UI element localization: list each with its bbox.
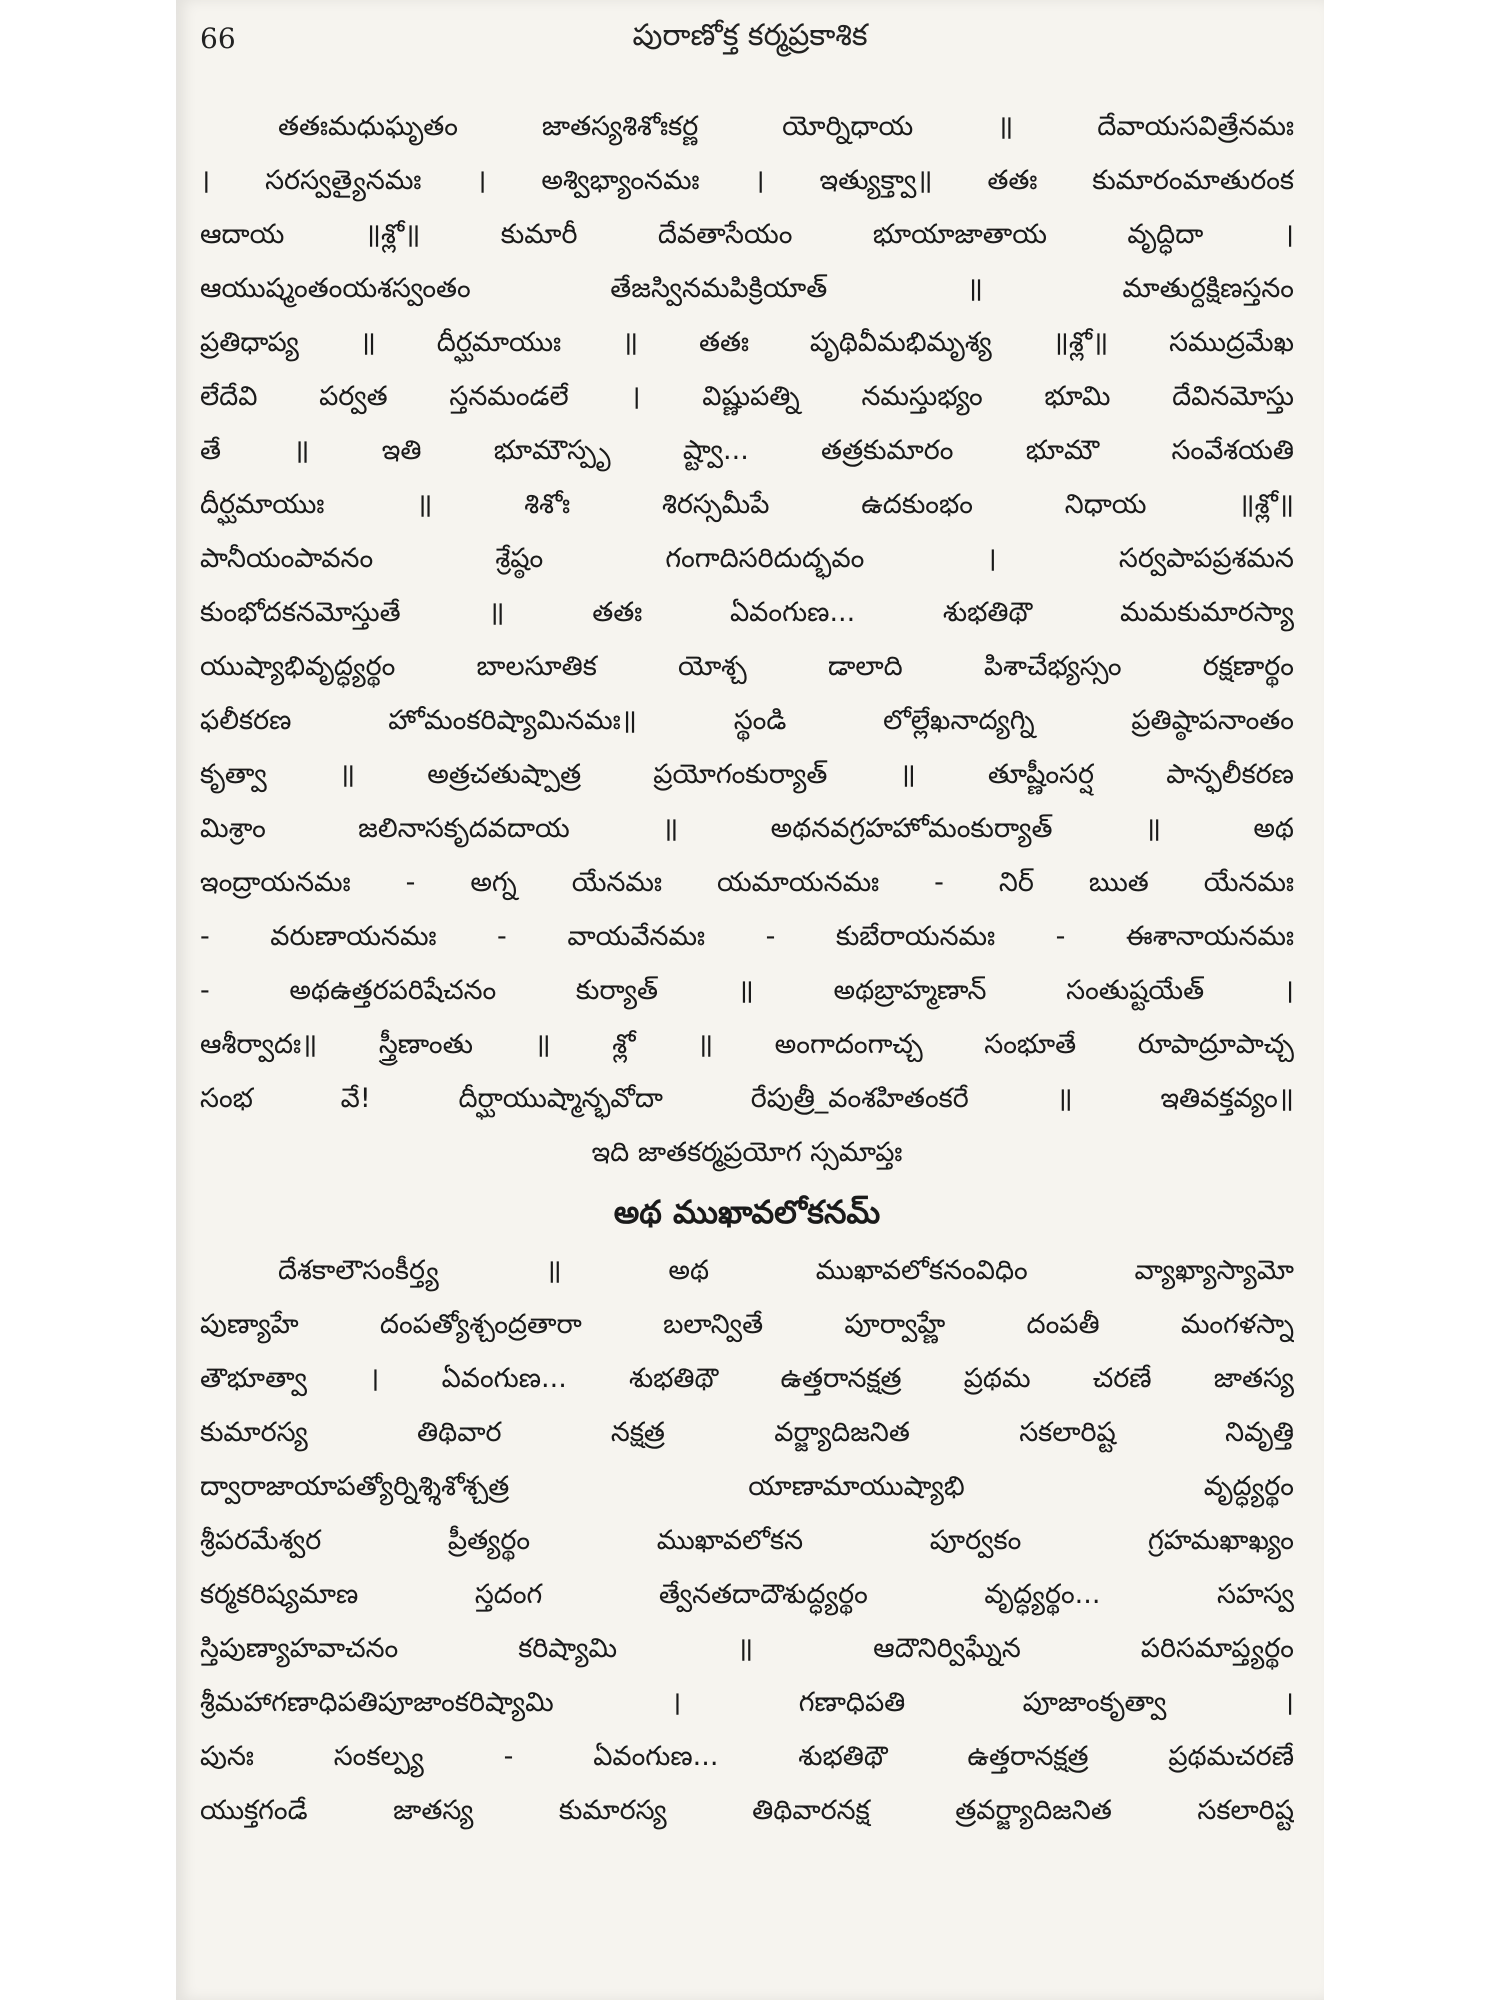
text-line: పుణ్యాహే దంపత్యోశ్చంద్రతారా బలాన్వితే పూర్వాహ్ణే దంపతీ మంగళస్నా (200, 1309, 1294, 1340)
text-line: పునః సంకల్ప్య - ఏవంగుణ... శుభతిథౌ ఉత్తరానక్షత్ర ప్రథమచరణే (200, 1741, 1294, 1772)
text-line: కృత్వా ॥ అత్రచతుష్పాత్ర ప్రయోగంకుర్యాత్ ॥ తూష్ణీంసర్ష పాన్ఫలీకరణ (200, 759, 1294, 790)
text-line: । సరస్వత్యైనమః । అశ్విభ్యాంనమః । ఇత్యుక్త్వా॥ తతః కుమారంమాతురంక (200, 165, 1294, 196)
text-line: సంభ వే! దీర్ఘాయుష్మాన్భవోదా రేపుత్రీ_వంశహితంకరే ॥ ఇతివక్తవ్యం॥ (200, 1083, 1294, 1114)
text-line: మిశ్రాం జలినాసకృదవదాయ ॥ అథనవగ్రహహోమంకుర్యాత్ ॥ అథ (200, 813, 1294, 844)
text-line: కర్మకరిష్యమాణ స్తదంగ త్వేనతదాదౌశుద్ధ్యర్థం వృద్ధ్యర్థం... సహస్వ (200, 1579, 1294, 1610)
text-line: యుక్తగండే జాతస్య కుమారస్య తిథివారనక్ష త్రవర్జ్యాదిజనిత సకలారిష్ట (200, 1795, 1294, 1826)
text-line: యుష్యాభివృద్ధ్యర్థం బాలసూతిక యోశ్చ డాలాది పిశాచేభ్యస్సం రక్షణార్థం (200, 651, 1294, 682)
text-line: దేశకాలౌసంకీర్త్య ॥ అథ ముఖావలోకనంవిధిం వ్యాఖ్యాస్యామో (278, 1255, 1294, 1286)
text-line: ఆదాయ ॥శ్లో॥ కుమారీ దేవతాసేయం భూయాజాతాయ వృద్ధిదా । (200, 219, 1294, 250)
book-page (176, 0, 1324, 2000)
text-line: ప్రతిధాప్య ॥ దీర్ఘమాయుః ॥ తతః పృథివీమభిమృశ్య ॥శ్లో॥ సముద్రమేఖ (200, 327, 1294, 358)
text-line: తౌభూత్వా । ఏవంగుణ... శుభతిథౌ ఉత్తరానక్షత్ర ప్రథమ చరణే జాతస్య (200, 1363, 1294, 1394)
text-line: ఆయుష్మంతంయశస్వంతం తేజస్వినమపిక్రియాత్ ॥ మాతుర్దక్షిణస్తనం (200, 273, 1294, 304)
text-line: దీర్ఘమాయుః ॥ శిశోః శిరస్సమీపే ఉదకుంభం నిధాయ ॥శ్లో॥ (200, 489, 1294, 520)
text-line: లేదేవి పర్వత స్తనమండలే । విష్ణుపత్ని నమస్తుభ్యం భూమి దేవినమోస్తు (200, 381, 1294, 412)
text-line: ఫలీకరణ హోమంకరిష్యామినమః॥ స్థండి లోల్లేఖనాద్యగ్ని ప్రతిష్ఠాపనాంతం (200, 705, 1294, 736)
running-title: పురాణోక్త కర్మప్రకాశిక (632, 18, 868, 53)
text-line: శ్రీపరమేశ్వర ప్రీత్యర్థం ముఖావలోకన పూర్వకం గ్రహమఖాఖ్యం (200, 1525, 1294, 1556)
text-line: పానీయంపావనం శ్రేష్ఠం గంగాదిసరిదుద్భవం । సర్వపాపప్రశమన (200, 543, 1294, 574)
paragraph-jatakarma (200, 100, 1294, 1126)
text-line: కుమారస్య తిథివార నక్షత్ర వర్జ్యాదిజనిత సకలారిష్ట నివృత్తి (200, 1417, 1294, 1448)
text-line: - వరుణాయనమః - వాయవేనమః - కుబేరాయనమః - ఈశానాయనమః (200, 921, 1294, 952)
text-line: ఆశీర్వాదః॥ స్త్రీణాంతు ॥ శ్లో ॥ అంగాదంగాచ్చ సంభూతే రూపాద్రూపాచ్చ (200, 1029, 1294, 1060)
text-line: స్తిపుణ్యాహవాచనం కరిష్యామి ॥ ఆదౌనిర్విఘ్నేన పరిసమాప్త్యర్థం (200, 1633, 1294, 1664)
text-line: ద్వారాజాయాపత్యోర్నిశ్శిశోశ్చత్ర యాణామాయుష్యాభి వృద్ధ్యర్థం (200, 1471, 1294, 1502)
text-line: ఇంద్రాయనమః - అగ్న యేనమః యమాయనమః - నిర్ ఋత యేనమః (200, 867, 1294, 898)
page-number: 66 (200, 22, 236, 55)
colophon: ఇది జాతకర్మప్రయోగ స్సమాప్తః (591, 1137, 903, 1168)
text-line: తే ॥ ఇతి భూమౌస్పృ ష్ట్వా... తత్రకుమారం భూమౌ సంవేశయతి (200, 435, 1294, 466)
page-body (200, 100, 1294, 1838)
page-header (200, 18, 1300, 68)
text-line: శ్రీమహాగణాధిపతిపూజాంకరిష్యామి । గణాధిపతి పూజాంకృత్వా । (200, 1687, 1294, 1718)
section-heading: అథ ముఖావలోకనమ్ (613, 1193, 881, 1231)
text-line: - అథఉత్తరపరిషేచనం కుర్యాత్ ॥ అథబ్రాహ్మణాన్ సంతుష్టయేత్ । (200, 975, 1294, 1006)
text-line: తతఃమధుఘృతం జాతస్యశిశోఃకర్ణ యోర్నిధాయ ॥ దేవాయసవిత్రేనమః (278, 111, 1294, 142)
text-line: కుంభోదకనమోస్తుతే ॥ తతః ఏవంగుణ... శుభతిథౌ మమకుమారస్యా (200, 597, 1294, 628)
paragraph-mukhavalokanam (200, 1244, 1294, 1838)
